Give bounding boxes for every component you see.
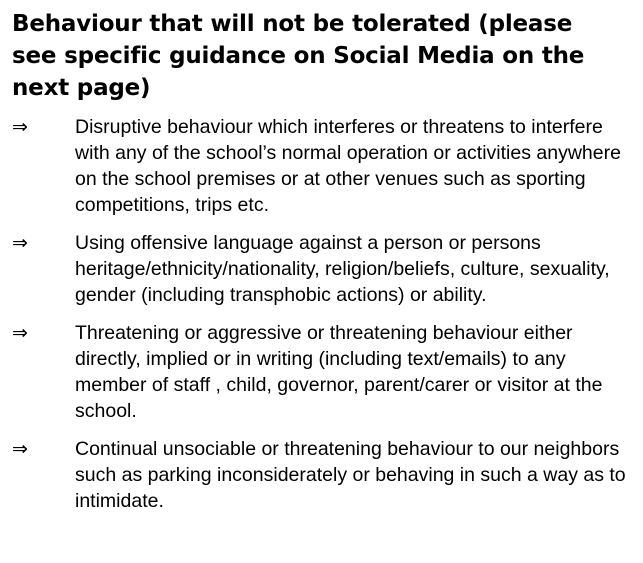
list-item (12, 114, 632, 218)
behaviour-list (12, 114, 632, 514)
list-item (12, 436, 632, 514)
section-heading: Behaviour that will not be tolerated (please see specific guidance on Social Media on the next page) (12, 11, 585, 101)
list-item-text: Using offensive language against a person or persons heritage/ethnicity/nationality, religion/beliefs, culture, sexuality, gender (including transphobic actions) or ability. (75, 232, 610, 306)
double-arrow-icon: ⇒ (12, 232, 28, 254)
double-arrow-icon: ⇒ (12, 438, 28, 460)
double-arrow-icon: ⇒ (12, 322, 28, 344)
list-item-text: Continual unsociable or threatening behaviour to our neighbors such as parking inconsiderately or behaving in such a way as to intimidate. (75, 438, 626, 512)
list-item-text: Threatening or aggressive or threatening behaviour either directly, implied or in writing (including text/emails) to any member of staff , child, governor, parent/carer or visitor at the school. (75, 322, 603, 422)
double-arrow-icon: ⇒ (12, 116, 28, 138)
list-item-text: Disruptive behaviour which interferes or threatens to interfere with any of the school’s normal operation or activities anywhere on the school premises or at other venues such as sporting competitions, trips etc. (75, 116, 621, 216)
document-page (12, 8, 632, 526)
list-item (12, 230, 632, 308)
list-item (12, 320, 632, 424)
